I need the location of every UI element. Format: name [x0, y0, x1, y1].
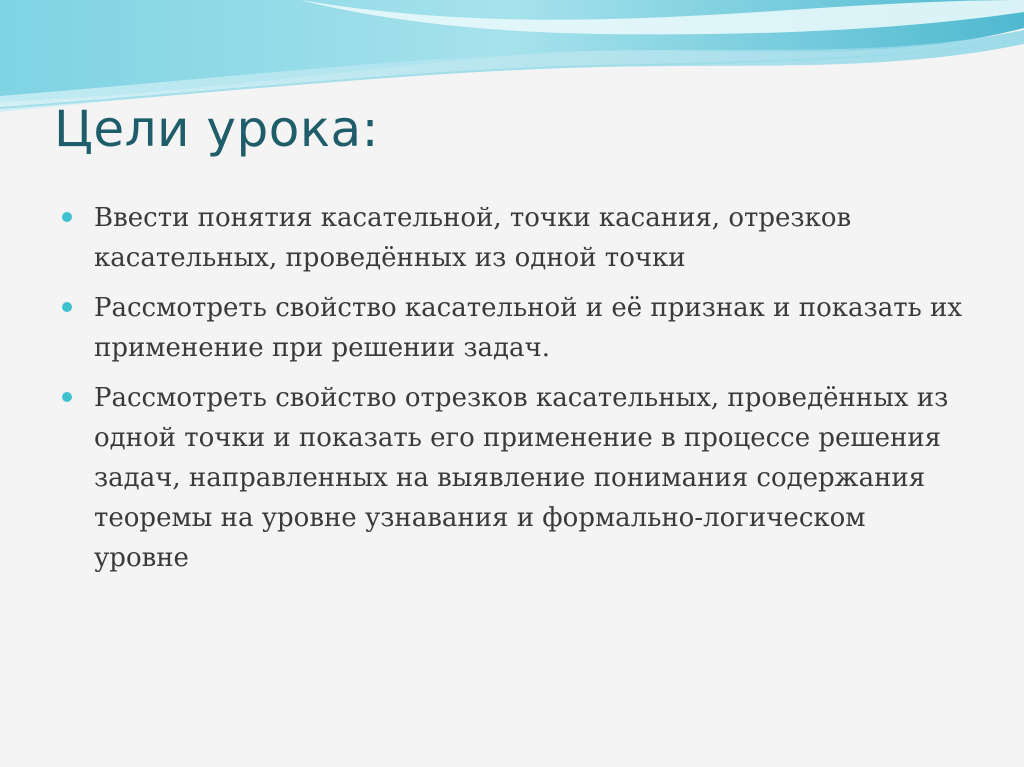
slide-title: Цели урока:	[54, 100, 380, 158]
goals-list	[62, 198, 962, 588]
bullet-dot-icon	[62, 392, 72, 402]
list-item-text: Рассмотреть свойство отрезков касательных, проведённых из одной точки и показать его применение в процессе решения задач, направленных на выявление понимания содержания теоремы на уровне узнавания и формально-логическом уровне	[94, 383, 949, 573]
list-item-text: Ввести понятия касательной, точки касания, отрезков касательных, проведённых из одной точки	[94, 203, 852, 273]
bullet-dot-icon	[62, 212, 72, 222]
list-item	[62, 198, 962, 278]
list-item	[62, 288, 962, 368]
bullet-dot-icon	[62, 302, 72, 312]
list-item	[62, 378, 962, 578]
list-item-text: Рассмотреть свойство касательной и её признак и показать их применение при решении задач.	[94, 293, 962, 363]
